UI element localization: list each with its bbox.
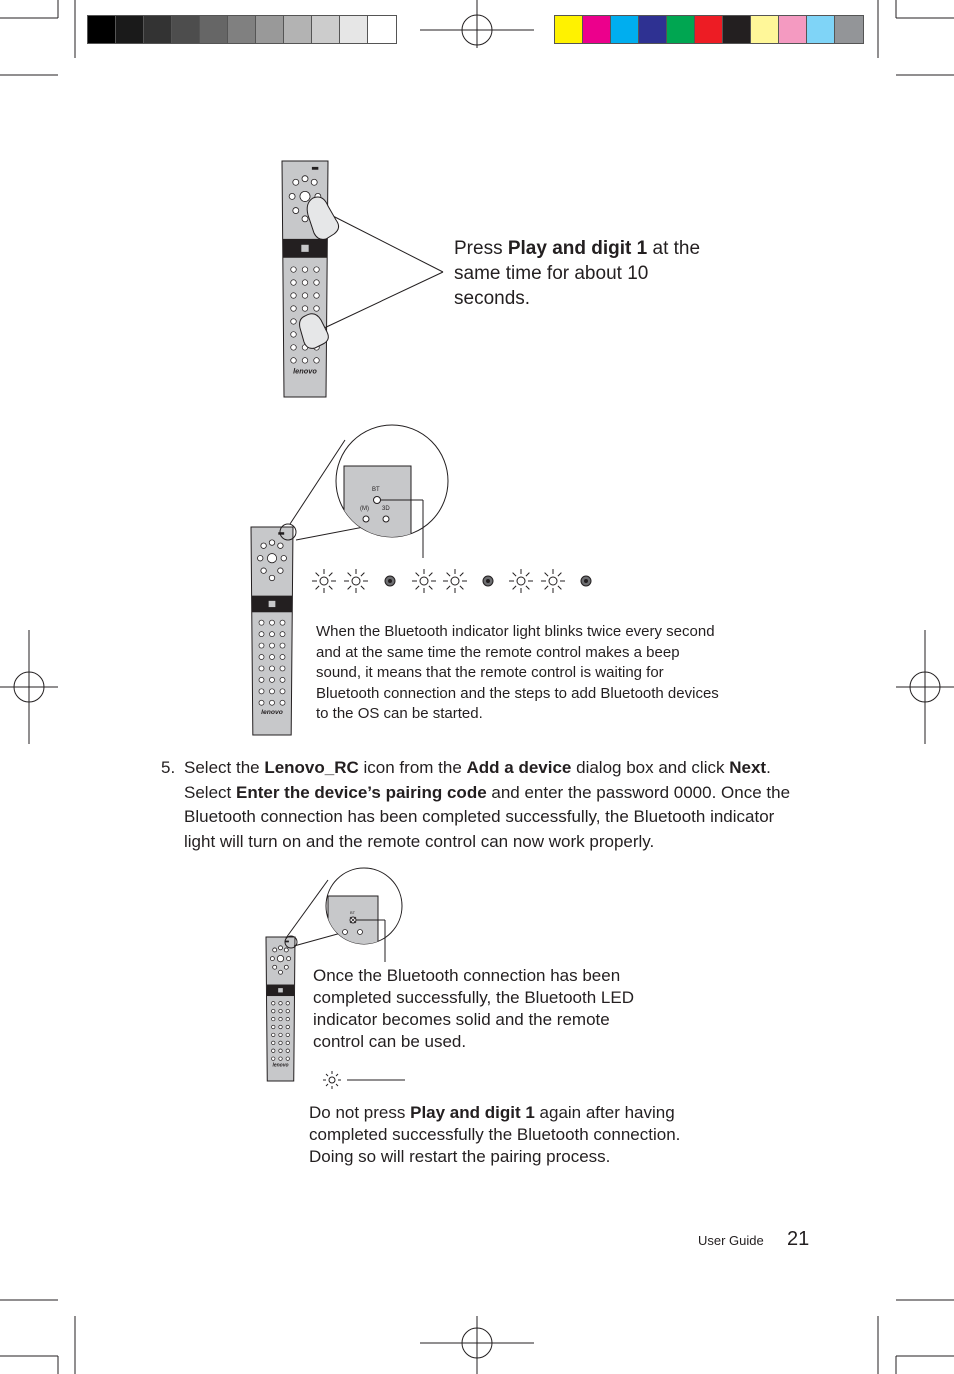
- bt-label: BT: [372, 487, 380, 493]
- blinking-indicator-caption: When the Bluetooth indicator light blinks twice every second and at the same time the remote control makes a beep sound, it means that the remote control is waiting for Bluetooth connection and the steps to add Bluetooth devices to the OS can be started.: [316, 623, 719, 723]
- remote-number-key: [272, 1009, 275, 1012]
- step-text: Select the: [184, 758, 265, 777]
- page-number: 21: [787, 1228, 810, 1250]
- remote-button: [284, 965, 288, 969]
- step-text: dialog box and click: [571, 758, 730, 777]
- footer-label: User Guide: [698, 1233, 764, 1248]
- remote-number-key: [272, 1033, 275, 1036]
- add-device-term: Add a device: [466, 758, 572, 777]
- lenovo-rc-term: Lenovo_RC: [264, 758, 359, 777]
- note-text: Do not press: [309, 1103, 411, 1122]
- remote-number-key: [272, 1002, 275, 1005]
- remote-number-key: [279, 1017, 282, 1020]
- remote-number-key: [279, 1033, 282, 1036]
- remote-number-key: [286, 1033, 289, 1036]
- note-bold-text: Play and digit 1: [410, 1103, 535, 1122]
- remote-number-key: [286, 1041, 289, 1044]
- remote-number-key: [286, 1009, 289, 1012]
- step-text: . Select: [184, 758, 771, 802]
- remote-number-key: [286, 1049, 289, 1052]
- remote-brand-logo: lenovo: [272, 1062, 289, 1069]
- remote-button: [270, 957, 274, 961]
- remote-number-key: [279, 1049, 282, 1052]
- remote-number-key: [286, 1057, 289, 1060]
- remote-number-key: [272, 1025, 275, 1028]
- remote-number-key: [286, 1025, 289, 1028]
- ok-button: [278, 988, 283, 992]
- next-term: Next: [729, 758, 767, 777]
- step-text: icon from the: [358, 758, 467, 777]
- do-not-press-note: [309, 1102, 709, 1168]
- remote-number-key: [279, 1009, 282, 1012]
- 3d-label: 3D: [382, 506, 390, 512]
- remote-number-key: [272, 1017, 275, 1020]
- remote-button: [273, 965, 277, 969]
- remote-number-key: [272, 1049, 275, 1052]
- remote-number-key: [279, 1002, 282, 1005]
- remote-number-key: [286, 1002, 289, 1005]
- remote-number-key: [279, 1057, 282, 1060]
- remote-number-key: [286, 1017, 289, 1020]
- remote-number-key: [272, 1041, 275, 1044]
- remote-button: [284, 948, 288, 952]
- pairing-code-term: Enter the device’s pairing code: [235, 782, 487, 802]
- solid-led-icon: [323, 1071, 405, 1089]
- remote-button: [279, 946, 283, 950]
- remote-number-key: [279, 1025, 282, 1028]
- step-5-number: 5.: [161, 758, 176, 777]
- remote-number-key: [272, 1057, 275, 1060]
- caption-bold-text: Play and digit 1: [507, 238, 648, 259]
- remote-button: [273, 948, 277, 952]
- bt-label-small: BT: [350, 910, 356, 915]
- play-button: [277, 955, 283, 961]
- caption-text: Press: [454, 238, 508, 259]
- remote-brand-logo: lenovo: [261, 709, 283, 717]
- note-text: again after having completed successfully the Bluetooth connection. Doing so will restart the pairing process.: [309, 1103, 681, 1166]
- remote-button: [279, 970, 283, 974]
- m-label: (M): [360, 506, 369, 512]
- step-text: and enter the password 0000. Once the Bluetooth connection has been completed successfully, the Bluetooth indicator light will turn on and the remote control can now work properly.: [184, 782, 791, 851]
- remote-button: [287, 957, 291, 961]
- caption-text: at the same time for about 10 seconds.: [454, 238, 701, 309]
- remote-brand-logo: lenovo: [293, 366, 317, 376]
- remote-number-key: [279, 1041, 282, 1044]
- solid-indicator-caption: Once the Bluetooth connection has been completed successfully, the Bluetooth LED indicator becomes solid and the remote control can be used.: [313, 966, 634, 1051]
